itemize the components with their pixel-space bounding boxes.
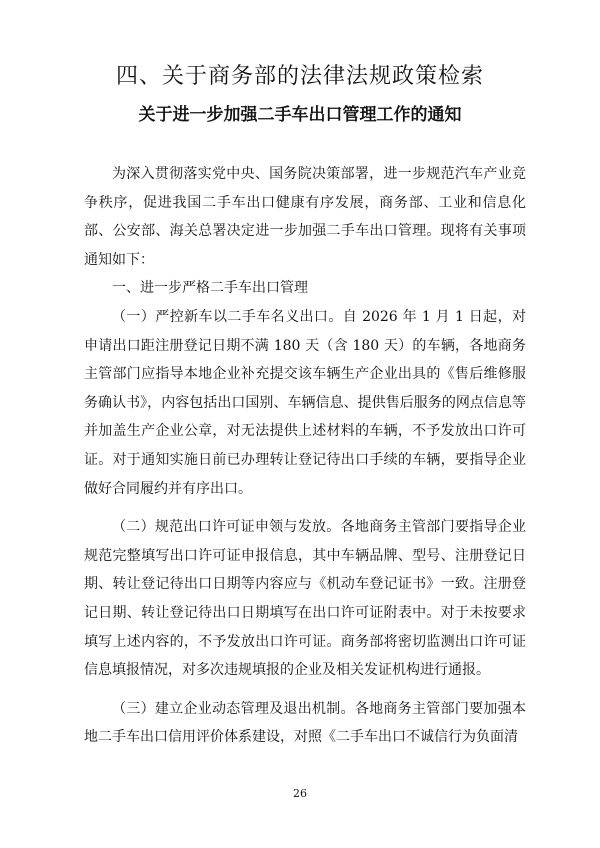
document-title: 关于进一步加强二手车出口管理工作的通知 <box>138 105 462 125</box>
paragraph-item-2: （二）规范出口许可证申领与发放。各地商务主管部门要指导企业规范完整填写出口许可证申报信息，其中车辆品牌、型号、注册登记日期、转让登记待出口日期等内容应与《机动车登记证书》一致。注册登记日期、转让登记待出口日期填写在出口许可证附表中。对于未按要求填写上述内容的，不予发放出口许可证。商务部将密切监测出口许可证信息填报情况，对多次违规填报的企业及相关发证机构进行通报。 <box>84 519 526 679</box>
intro-paragraph: 为深入贯彻落实党中央、国务院决策部署，进一步规范汽车产业竞争秩序，促进我国二手车出口健康有序发展，商务部、工业和信息化部、公安部、海关总署决定进一步加强二手车出口管理。现将有关事项通知如下： <box>84 166 526 268</box>
section-title: 四、关于商务部的法律法规政策检索 <box>115 64 484 89</box>
paragraph-item-3: （三）建立企业动态管理及退出机制。各地商务主管部门要加强本地二手车出口信用评价体系建设，对照《二手车出口不诚信行为负面清 <box>84 700 526 746</box>
page-number: 26 <box>293 787 307 800</box>
section-heading-1: 一、进一步严格二手车出口管理 <box>112 280 308 297</box>
paragraph-item-1: （一）严控新车以二手车名义出口。自 2026 年 1 月 1 日起，对申请出口距注册登记日期不满 180 天（含 180 天）的车辆，各地商务主管部门应指导本地企业补充提交该车辆生产企业出具的《售后维修服务确认书》，内容包括出口国别、车辆信息、提供售后服务的网点信息等并加盖生产企业公章，对无法提供上述材料的车辆，不予发放出口许可证。对于通知实施日前已办理转让登记待出口手续的车辆，要指导企业做好合同履约并有序出口。 <box>84 308 526 497</box>
document-body <box>84 160 526 752</box>
